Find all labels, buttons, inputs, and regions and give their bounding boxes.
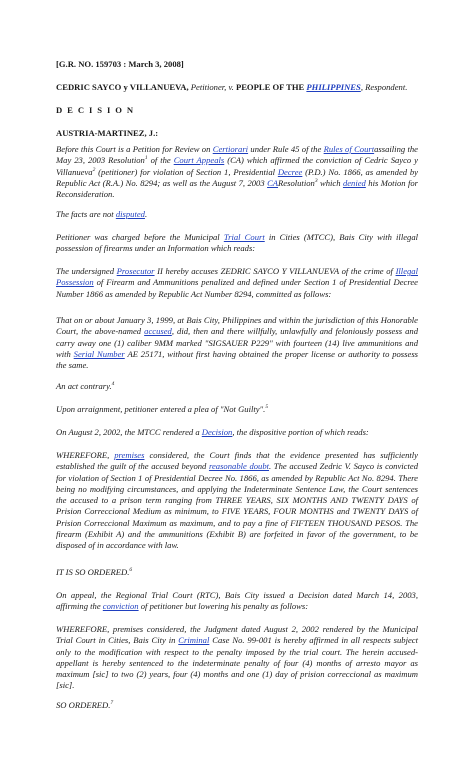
petitioner-name: CEDRIC SAYCO y VILLANUEVA,	[56, 82, 189, 92]
case-header: [G.R. NO. 159703 : March 3, 2008]	[56, 59, 184, 69]
rtc-dispositive-paragraph	[56, 624, 418, 692]
footnote-4[interactable]: 4	[111, 381, 115, 388]
arraignment-text: Upon arraignment, petitioner entered a plea of "Not Guilty".	[56, 404, 266, 414]
dispositive-text: WHEREFORE,	[56, 450, 115, 460]
footnote-5[interactable]: 5	[265, 404, 269, 411]
denied-link[interactable]: denied	[342, 177, 366, 188]
so-ordered-2	[56, 700, 418, 711]
decision-link[interactable]: Decision	[201, 427, 233, 437]
reasonable-doubt-link[interactable]: reasonable doubt	[208, 461, 270, 472]
footnote-3[interactable]: 3	[314, 178, 318, 185]
decree-link[interactable]: Decree	[277, 166, 303, 177]
information-text: , did, then and there willfully, unlawfully and feloniously possess and carry away one (1) caliber 9MM marked "SIGSAUER P229" with fourteen (14) live ammunitions and with	[56, 326, 418, 359]
mtcc-text: , the dispositive portion of which reads:	[232, 427, 369, 437]
intro-text: (petitioner) for violation of Section 1, Presidential	[95, 166, 278, 177]
information-text: of Firearm and Ammunitions penalized and defined under Section 1 of Presidential Decree Number 1866 as amended by Republic Act Number 8294, committed as follows:	[56, 277, 418, 299]
philippines-link[interactable]: PHILIPPINES	[306, 82, 361, 92]
serial-number-link[interactable]: Serial Number	[73, 348, 125, 359]
information-text: II hereby accuses ZEDRIC SAYCO Y VILLANUEVA of the crime of	[154, 266, 396, 276]
prosecutor-link[interactable]: Prosecutor	[116, 266, 155, 276]
criminal-link[interactable]: Criminal	[178, 635, 210, 646]
information-text: That on or about January 3, 1999, at Bais City, Philippines and within the jurisdiction of this Honorable Court, the above-named	[56, 315, 418, 337]
decision-heading: D E C I S I O N	[56, 105, 135, 115]
intro-text: (P.D.) No. 1866, as amended by Republic Act (R.A.) No. 8294; as well as the August 7, 2003	[56, 166, 418, 188]
appeal-text: of petitioner but lowering his penalty as follows:	[138, 601, 309, 612]
mtcc-dispositive-paragraph	[56, 450, 418, 552]
intro-text: which	[317, 177, 343, 188]
ca-link[interactable]: CA	[267, 177, 279, 188]
charged-text: Petitioner was charged before the Municipal	[56, 232, 224, 242]
charged-text: in Cities (MTCC), Bais City with illegal possession of firearms under an Information which reads:	[56, 232, 418, 254]
respondent-role: , Respondent.	[360, 82, 408, 92]
facts-text: The facts are not	[56, 209, 116, 219]
petitioner-role: Petitioner, v.	[188, 82, 236, 92]
footnote-6[interactable]: 6	[129, 567, 133, 574]
intro-paragraph	[56, 144, 418, 200]
charged-paragraph	[56, 232, 418, 255]
information-text: AE 25171, without first having obtained the proper license or authority to possess the same.	[56, 348, 419, 371]
information-paragraph-1	[56, 266, 418, 300]
conviction-link[interactable]: conviction	[102, 601, 139, 612]
certiorari-link[interactable]: Certiorari	[212, 144, 249, 154]
so-ordered-1	[56, 567, 418, 578]
intro-text: of the	[147, 155, 174, 166]
mtcc-decision-line	[56, 427, 418, 438]
illegal-possession-link[interactable]: Illegal Possession	[56, 266, 418, 288]
footnote-7[interactable]: 7	[110, 700, 114, 707]
intro-text: Before this Court is a Petition for Review on	[56, 144, 213, 154]
so-ordered-text: SO ORDERED.	[56, 700, 111, 710]
facts-paragraph	[56, 209, 418, 220]
so-ordered-text: IT IS SO ORDERED.	[56, 567, 130, 577]
intro-text: assailing the May 23, 2003 Resolution	[56, 144, 418, 166]
dispositive-text: . The accused Zedric V. Sayco is convicted for violation of Section 1 of Presidential Decree No. 1866, as amended by Republic Act No. 8294. There being no modifying circumstances, and applying the Indeterminate Sentence Law, the Court sentences the accused to a prison term ranging from THREE YEARS, SIX MONTHS AND TWENTY DAYS of Prision Correccional Medium as minimum, to FIVE YEARS, FOUR MONTHS and TWENTY DAYS of Prision Correccional Maximum as maximum, and to pay a fine of FIFTEEN THOUSAND PESOS. The firearm (Exhibit A) and the ammunitions (Exhibit B) are forfeited in favor of the government, to be disposed of in accordance with law.	[56, 461, 418, 551]
rules-of-court-link[interactable]: Rules of Court	[323, 144, 375, 154]
parties-line	[56, 82, 418, 93]
court-appeals-link[interactable]: Court Appeals	[173, 155, 225, 166]
intro-text: his Motion for Reconsideration.	[56, 177, 418, 200]
premises-link[interactable]: premises	[114, 450, 145, 460]
disputed-link[interactable]: disputed	[115, 209, 145, 219]
appeal-paragraph	[56, 590, 418, 613]
appeal-text: On appeal, the Regional Trial Court (RTC), Bais City issued a Decision dated March 14, 2003, affirming the	[56, 590, 418, 612]
ponente: AUSTRIA-MARTINEZ, J.:	[56, 128, 159, 138]
intro-text: under Rule 45 of the	[248, 144, 324, 154]
intro-text: (CA) which affirmed the conviction of Cedric Sayco y Villanueva	[56, 155, 418, 177]
information-text: The undersigned	[56, 266, 117, 276]
footnote-2[interactable]: 2	[92, 166, 96, 173]
intro-text: Resolution	[278, 177, 315, 188]
facts-text: .	[144, 209, 148, 219]
act-contrary-line	[56, 381, 418, 392]
trial-court-link[interactable]: Trial Court	[223, 232, 265, 242]
footnote-1[interactable]: 1	[144, 155, 148, 162]
dispositive-text: Case No. 99-001 is hereby affirmed in all respects subject only to the modification with respect to the penalty imposed by the trial court. The herein accused-appellant is hereby sentenced to the indeterminate penalty of four (4) months of arresto mayor as maximum [sic] to two (2) years, four (4) months and one (1) day of prision correccional as maximum [sic].	[56, 635, 418, 691]
arraignment-line	[56, 404, 418, 415]
respondent-name: PEOPLE OF THE	[235, 82, 307, 92]
contrary-text: An act contrary.	[56, 381, 112, 391]
mtcc-text: On August 2, 2002, the MTCC rendered a	[56, 427, 202, 437]
dispositive-text: WHEREFORE, premises considered, the Judgment dated August 2, 2002 rendered by the Municipal Trial Court in Cities, Bais City in	[56, 624, 418, 646]
dispositive-text: considered, the Court finds that the evidence presented has sufficiently established the guilt of the accused beyond	[56, 450, 418, 472]
accused-link[interactable]: accused	[144, 326, 172, 337]
information-paragraph-2	[56, 315, 418, 371]
